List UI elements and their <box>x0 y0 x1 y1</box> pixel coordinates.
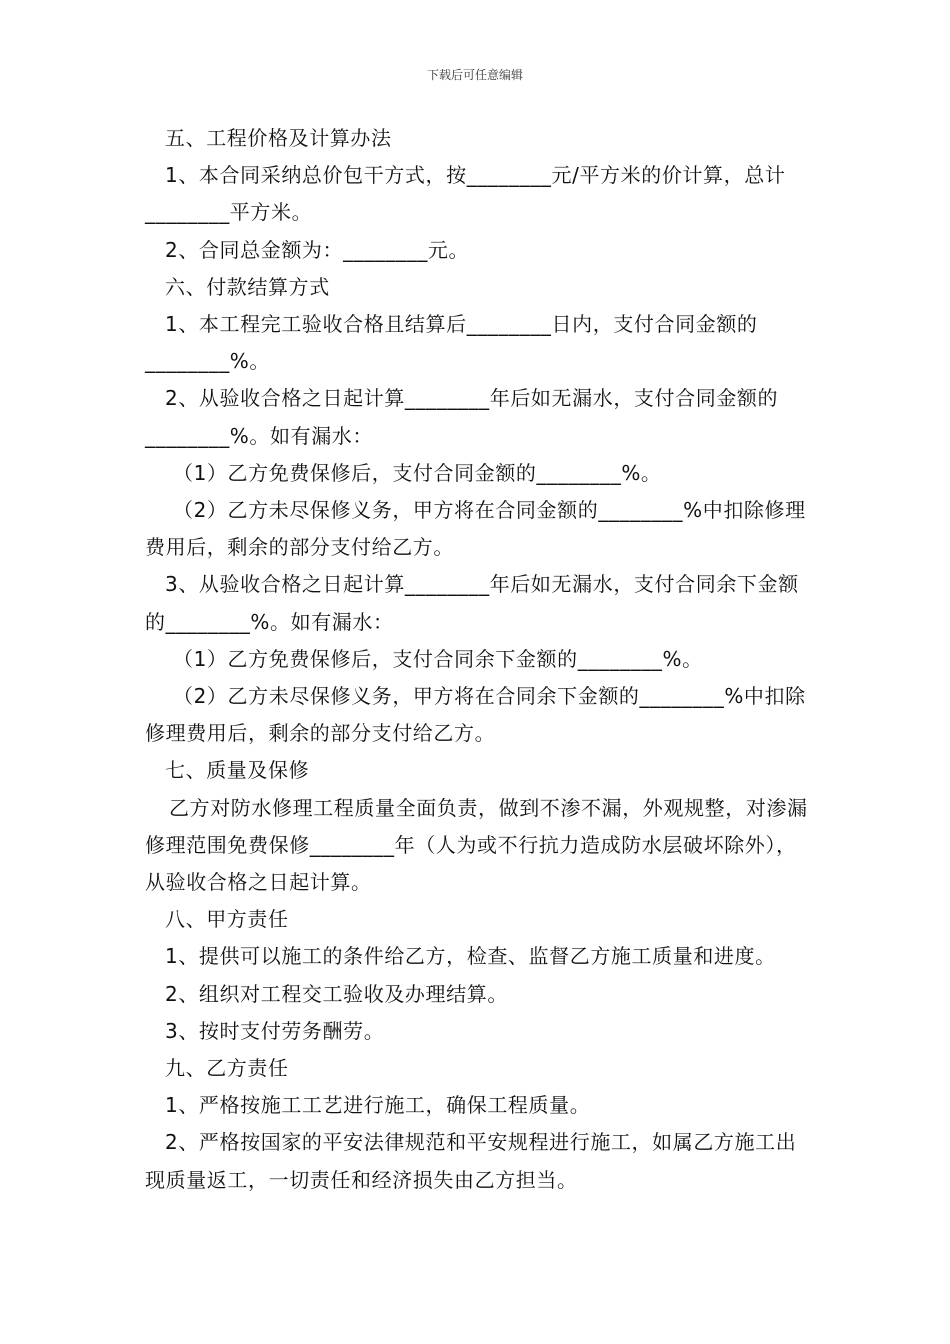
clause-paragraph: 1、严格按施工工艺进行施工，确保工程质量。 <box>165 1093 591 1118</box>
clause-paragraph: 2、组织对工程交工验收及办理结算。 <box>165 981 508 1006</box>
section-heading-9: 九、乙方责任 <box>165 1056 289 1081</box>
clause-paragraph: 乙方对防水修理工程质量全面负责，做到不渗不漏，外观规整，对渗漏修理范围免费保修________年（人为或不行抗力造成防水层破坏除外），从验收合格之日起计算。 <box>145 795 808 895</box>
section-heading-8: 八、甲方责任 <box>165 907 289 932</box>
sub-clause-paragraph: （2）乙方未尽保修义务，甲方将在合同余下金额的________%中扣除修理费用后，剩余的部分支付给乙方。 <box>145 684 806 746</box>
section-heading-5: 五、工程价格及计算办法 <box>165 126 392 150</box>
clause-paragraph: 1、本工程完工验收合格且结算后________日内，支付合同金额的________%。 <box>145 312 758 374</box>
clause-paragraph: 2、严格按国家的平安法律规范和平安规程进行施工，如属乙方施工出现质量返工，一切责任和经济损失由乙方担当。 <box>145 1130 797 1192</box>
clause-paragraph: 3、从验收合格之日起计算________年后如无漏水，支付合同余下金额的________%。如有漏水： <box>145 572 799 634</box>
section-heading-7: 七、质量及保修 <box>165 758 310 783</box>
sub-clause-paragraph: （2）乙方未尽保修义务，甲方将在合同金额的________%中扣除修理费用后，剩余的部分支付给乙方。 <box>145 498 806 560</box>
clause-paragraph: 3、按时支付劳务酬劳。 <box>165 1018 385 1043</box>
page-header: 下载后可任意编辑 <box>426 68 523 82</box>
clause-paragraph: 2、合同总金额为：________元。 <box>165 237 470 262</box>
clause-paragraph: 2、从验收合格之日起计算________年后如无漏水，支付合同金额的________%。如有漏水： <box>145 386 779 448</box>
sub-clause-paragraph: （1）乙方免费保修后，支付合同余下金额的________%。 <box>173 646 703 671</box>
document-body <box>145 120 815 1199</box>
section-heading-6: 六、付款结算方式 <box>165 274 330 299</box>
clause-paragraph: 1、本合同采纳总价包干方式，按________元/平方米的价计算，总计________平方米。 <box>145 163 786 225</box>
clause-paragraph: 1、提供可以施工的条件给乙方，检查、监督乙方施工质量和进度。 <box>165 944 776 969</box>
sub-clause-paragraph: （1）乙方免费保修后，支付合同金额的________%。 <box>173 460 662 485</box>
